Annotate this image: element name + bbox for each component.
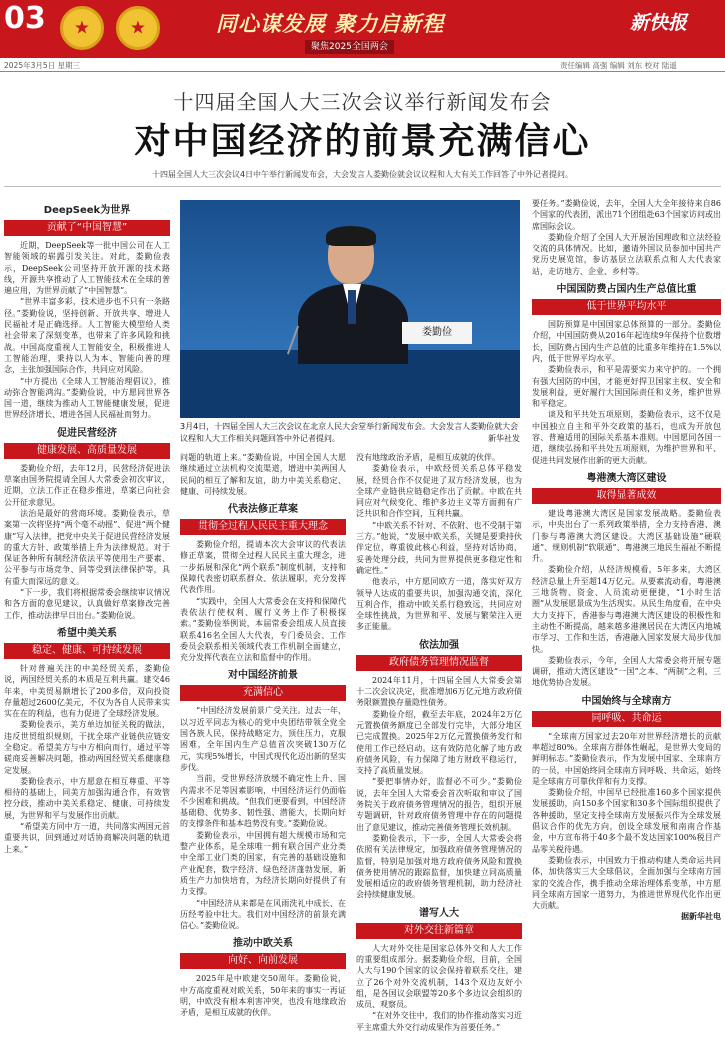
banner-subtitle: 聚焦2025全国两会 — [305, 40, 394, 54]
section-subtitle: 健康发展、高质量发展 — [4, 443, 170, 459]
paragraph: 娄勤俭表示，中国致力于推动构建人类命运共同体，加快落实三大全球倡议，全面加强与全球南方国家的交流合作，携手推动全球治理体系变革，中方愿同全球南方国家一道努力，为推进世界现代化作出更大贡献。 — [532, 855, 721, 911]
cppcc-emblem-icon: ★ — [116, 6, 160, 50]
issue-date: 2025年3月5日 星期三 — [4, 61, 81, 70]
article-credit: 据新华社电 — [681, 911, 721, 922]
paragraph: 国防预算是中国国家总体预算的一部分。娄勤俭介绍，中国国防费从2016年起连续9年保持个位数增长，国防费占国内生产总值的比重多年维持在1.5%以内，低于世界平均水平。 — [532, 320, 721, 363]
caption-credit: 新华社发 — [488, 433, 520, 443]
section-header — [356, 907, 522, 939]
paragraph: 问题的轨道上来。”娄勤俭说，中国全国人大愿继续通过立法机构交流渠道，增进中美两国人民间的相互了解和友谊，助力中美关系稳定、健康、可持续发展。 — [180, 453, 346, 496]
photo-caption — [180, 421, 520, 447]
paragraph: “世界丰富多彩，技术进步也不只有一条路径。”娄勤俭说，坚持创新、开放共享、增进人民福祉才是正确选择。人工智能大模型给人类社会带来了深刻变革，也带来了许多风险和挑战。中国高度重视人工智能安全，积极推进人工智能治理，秉持以人为本、智能向善的理念，主张加强国际合作，共同应对风险。 — [4, 297, 170, 375]
speaker-figure — [298, 228, 408, 358]
paragraph: 娄勤俭表示，中方愿意在相互尊重、平等相待的基础上，同美方加强沟通合作，有效管控分歧，推动中美关系稳定、健康、可持续发展，为世界和平与发展作出贡献。 — [4, 776, 170, 820]
article-column-3 — [356, 452, 522, 1058]
section-title: DeepSeek为世界 — [43, 205, 131, 216]
paragraph: 法治是最好的营商环境。娄勤俭表示，草案第一次将坚持“两个毫不动摇”、促进“两个健康”写入法律，把党中央关于促进民营经济发展的重大方针、政策举措上升为法律规范。对于保证各种所有制经济依法平等使用生产要素、公平参与市场竞争、同等受到法律保护等，具有重大而深远的意义。 — [4, 508, 170, 586]
section-header — [180, 503, 346, 535]
paragraph: 要任务。”娄勤俭说，去年，全国人大全年接待来自86个国家的代表团，派出71个团组赴63个国家访问或出席国际会议。 — [532, 199, 721, 231]
section-subtitle: 政府债务管理情况监督 — [356, 655, 522, 671]
section-subtitle: 向好、向前发展 — [180, 953, 346, 969]
article-column-1 — [4, 198, 170, 1058]
section-subtitle: 充满信心 — [180, 685, 346, 701]
section-header — [4, 427, 170, 459]
headline-main: 对中国经济的前景充满信心 — [134, 121, 591, 162]
paragraph: 娄勤俭介绍，截至去年底，2024年2万亿元置换债务额度已全部发行完毕，大部分地区已完成置换。2025年2万亿元置换债务发行和使用工作已经启动。这有效防范化解了地方政府债务风险，有力保障了地方财政平稳运行，支持了高质量发展。 — [356, 709, 522, 776]
paragraph: 针对普遍关注的中美经贸关系，娄勤俭说，两国经贸关系的本质是互利共赢。建交46年来，中美贸易额增长了200多倍，双向投资存量超过2600亿美元，不仅为各自人民带来实实在在的利益，也有力促进了全球经济发展。 — [4, 663, 170, 719]
headline-kicker: 十四届全国人大三次会议举行新闻发布会 — [173, 90, 552, 114]
paragraph: 娄勤俭表示，今年，全国人大常委会将开展专题调研，推动大湾区建设“一国”之本、“两制”之利，三地优势协合发展。 — [532, 655, 721, 688]
paragraph: 娄勤俭表示，中国拥有超大规模市场和完整产业体系，是全球唯一拥有联合国产业分类中全部工业门类的国家，有完善的基础设施和产业配套，数字经济、绿色经济蓬勃发展，新质生产力加快培育，为经济长期向好提供了有力支撑。 — [180, 830, 346, 897]
section-title: 代表法修正草案 — [228, 504, 298, 516]
page-number: 03 — [4, 1, 46, 36]
section-header — [180, 937, 346, 969]
section-header — [4, 204, 170, 236]
paragraph: 娄勤俭介绍，去年12月，民营经济促进法草案由国务院提请全国人大常委会初次审议，近期，立法工作正在稳步推进，草案已向社会公开征求意见。 — [4, 463, 170, 507]
caption-text: 3月4日，十四届全国人大三次会议在北京人民大会堂举行新闻发布会。大会发言人娄勤俭就大会议程和人大工作相关问题回答中外记者提问。 — [180, 422, 519, 443]
paragraph: 人大对外交往是国家总体外交和人大工作的重要组成部分。据娄勤俭介绍，目前，全国人大与190个国家的议会保持着联系交往，建立了26个对外交流机制，143个双边友好小组，是各国议会联盟等20多个多边议会组织的成员、观察员。 — [356, 943, 522, 1010]
section-header — [4, 627, 170, 659]
section-title: 对中国经济前景 — [228, 670, 298, 682]
section-header — [532, 695, 721, 727]
headline-lead: 十四届全国人大三次会议4日中午举行新闻发布会，大会发言人娄勤俭就会议议程和人大有关工作回答了中外记者提问。 — [151, 170, 574, 179]
section-title: 谱写人大 — [419, 907, 459, 919]
section-header — [356, 639, 522, 671]
paragraph: 2025年是中欧建交50周年。娄勤俭说，中方高度重视对欧关系，50年来的事实一再证明，中欧没有根本利害冲突，也没有地缘政治矛盾，是相互成就的伙伴。 — [180, 974, 346, 1018]
section-subtitle: 低于世界平均水平 — [532, 299, 721, 315]
paragraph: 建设粤港澳大湾区是国家发展战略。娄勤俭表示，中央出台了一系列政策举措，全力支持香港、澳门参与粤港澳大湾区建设。大湾区基础设施“硬联通”、规则机制“软联通”、粤港澳三地民生福祉不断提升。 — [532, 508, 721, 564]
paragraph: “全球南方国家过去20年对世界经济增长的贡献率超过80%。全球南方群体性崛起，是世界大变局的鲜明标志。”娄勤俭表示，作为发展中国家、全球南方的一员，中国始终同全球南方同呼吸、共命运，始终是全球南方可靠伙伴和有力支撑。 — [532, 731, 721, 786]
section-title: 希望中美关系 — [57, 627, 117, 639]
paragraph: “中方提出《全球人工智能治理倡议》，推动弥合智能鸿沟。”娄勤俭说，中方愿同世界各国一道，继续为推动人工智能健康发展，促进世界经济增长、增进各国人民福祉而努力。 — [4, 376, 170, 420]
editor-credits: 责任编辑 高强 编辑 刘东 校对 陆遥 — [560, 61, 677, 70]
section-title: 依法加强 — [419, 639, 459, 651]
section-subtitle: 取得显著成效 — [532, 488, 721, 504]
paragraph: 近期，DeepSeek等一批中国公司在人工智能领域的崭露引发关注。对此，娄勤俭表示，DeepSeek公司坚持开放开源的技术路线，开源共享推动了人工智能技术在全球的普遍应用，为世界贡献了“中国智慧”。 — [4, 241, 170, 296]
section-title: 促进民营经济 — [57, 427, 117, 439]
header-divider — [0, 71, 725, 72]
section-header — [532, 283, 721, 315]
paragraph: 娄勤俭表示，和平是需要实力来守护的。一个拥有强大国防的中国，才能更好捍卫国家主权、安全和发展利益，更好履行大国国际责任和义务，维护世界和平稳定。 — [532, 365, 721, 409]
paragraph: “要把事情办好，监督必不可少。”娄勤俭说，去年全国人大常委会首次听取和审议了国务院关于政府债务管理情况的报告，组织开展专题调研，针对政府债务管理中存在的问题提出了意见建议，推动完善债务管理长效机制。 — [356, 777, 522, 832]
paragraph: 娄勤俭介绍，中国早已经批准160多个国家提供发展援助，向150多个国家和30多个国际组织提供了各种援助，坚定支持全球南方发展振兴作为全球发展倡议合作的优先方向，创设全球发展和南南合作基金，中方宣布将于40多个最不发达国家100%税目产品零关税待遇。 — [532, 788, 721, 854]
section-subtitle: 对外交往新篇章 — [356, 923, 522, 939]
section-subtitle: 同呼吸、共命运 — [532, 711, 721, 727]
paragraph: 娄勤俭介绍了全国人大开展治国理政和立法经验交流的具体情况。比如，邀请外国议员参加中国共产党历史展览馆，参访基层立法联系点和人大代表家站，走访地方、企业、乡村等。 — [532, 232, 721, 276]
section-title: 中国始终与全球南方 — [581, 695, 672, 707]
newspaper-logo: 新快报 — [630, 12, 688, 34]
paragraph: 娄勤俭介绍，从经济规模看，5年多来，大湾区经济总量上升至超14万亿元。从要素流动看，粤港澳三地货物、资金、人员流动更便捷，“1小时生活圈”从发展愿景成为生活现实。从民生角度看，在中央大力支持下，香港参与粤港澳大湾区建设的积极性和主动性不断提高，越来越多港澳居民在大湾区内地城市学习、工作和生活，香港融入国家发展大局步伐加快。 — [532, 565, 721, 654]
section-subtitle: 贯彻全过程人民民主重大理念 — [180, 519, 346, 535]
nameplate: 娄勤俭 — [402, 322, 472, 344]
banner-slogan: 同心谋发展 聚力启新程 — [216, 12, 445, 36]
article-column-4 — [532, 198, 721, 1058]
national-emblem-icon: ★ — [60, 6, 104, 50]
paragraph: 娄勤俭表示，下一步，全国人大常委会将依照有关法律规定，加强政府债务管理情况的监督，特别是加强对地方政府债务风险和置换债务使用情况的跟踪监督，加快建立同高质量发展相适应的政府债务管理机制，助力经济社会持续健康发展。 — [356, 833, 522, 900]
section-title: 推动中欧关系 — [233, 938, 293, 950]
paragraph: “实践中，全国人大常委会在支持和保障代表依法行使权利、履行义务上作了积极探索。”娄勤俭举例说，本届常委会组成人员直接联系416名全国人大代表，专门委员会、工作委员会联系相关领域代表工作机制全面建立，充分发挥代表在立法和监督中的作用。 — [180, 596, 346, 663]
paragraph: “中国经济从来都是在风雨洗礼中成长、在历经考验中壮大。我们对中国经济的前景充满信心。”娄勤俭说。 — [180, 898, 346, 931]
paragraph: “下一步，我们将根据常委会继续审议情况和各方面的意见建议，认真做好草案修改完善工作，推动法律早日出台。”娄勤俭说。 — [4, 588, 170, 620]
paragraph: 谈及和平共处五项原则，娄勤俭表示，这不仅是中国独立自主和平外交政策的基石，也成为开放包容、普遍适用的国际关系基本准则。中国愿同各国一道，继续弘扬和平共处五项原则，为维护世界和平、促进共同发展作出新的更大贡献。 — [532, 410, 721, 465]
paragraph: 娄勤俭表示，中欧经贸关系总体平稳发展，经贸合作不仅促进了双方经济发展，也为全球产业链供应链稳定作出了贡献。中欧在共同应对气候变化、维护多边主义等方面拥有广泛共识和合作空间，互利共赢。 — [356, 464, 522, 519]
paragraph: “希望美方同中方一道，共同落实两国元首重要共识，回到通过对话协商解决问题的轨道上来。” — [4, 822, 170, 854]
paragraph: 娄勤俭介绍，提请本次大会审议的代表法修正草案，贯彻全过程人民民主重大理念，进一步拓展和深化“两个联系”制度机制，支持和保障代表密切联系群众、依法履职，充分发挥代表作用。 — [180, 540, 346, 595]
paragraph: 没有地缘政治矛盾，是相互成就的伙伴。 — [356, 453, 500, 462]
section-header — [180, 669, 346, 701]
section-subtitle: 稳定、健康、可持续发展 — [4, 643, 170, 659]
paragraph: 2024年11月，十四届全国人大常委会第十二次会议决定，批准增加6万亿元地方政府债务限额置换存量隐性债务。 — [356, 675, 522, 708]
section-title: 中国国防费占国内生产总值比重 — [556, 284, 697, 296]
section-subtitle: 贡献了“中国智慧” — [4, 220, 170, 236]
paragraph: “中欧关系不针对、不依附、也不受制于第三方。”他说，“发展中欧关系，关键是要秉持伙伴定位，尊重彼此核心利益，坚持对话协商，妥善处理分歧，共同为世界提供更多稳定性和确定性。” — [356, 520, 522, 575]
paragraph: “中国经济发展前景广受关注。过去一年，以习近平同志为核心的党中央团结带领全党全国各族人民，保持战略定力，顶住压力，克服困难，全年国内生产总值首次突破130万亿元，实现5%增长，中国式现代化迈出新的坚实步伐。 — [180, 706, 346, 772]
masthead-banner — [0, 0, 725, 58]
article-column-2 — [180, 452, 346, 1058]
section-header — [532, 472, 721, 504]
paragraph: 娄勤俭表示，美方单边加征关税的做法，违反世贸组织规则，干扰全球产业链供应链安全稳定。希望美方与中方相向而行，通过平等磋商妥善解决问题，推动两国经贸关系健康稳定发展。 — [4, 720, 170, 775]
paragraph: “在对外交往中，我们的协作推动落实习近平主席重大外交行动成果作为首要任务。” — [356, 1011, 522, 1032]
section-title: 粤港澳大湾区建设 — [586, 472, 667, 484]
paragraph: 当前，受世界经济放缓不确定性上升、国内需求不足等因素影响，中国经济运行仍面临不少困难和挑战。“但我们更要看到，中国经济基础稳、优势多、韧性强、潜能大，长期向好的支撑条件和基本趋势没有变。”娄勤俭说。 — [180, 774, 346, 829]
headline-divider — [4, 186, 721, 187]
paragraph: 他表示，中方愿同欧方一道，落实好双方领导人达成的重要共识，加强沟通交流，深化互利合作，推动中欧关系行稳致远，共同应对全球性挑战，为世界和平、发展与繁荣注入更多正能量。 — [356, 577, 522, 632]
press-conference-photo — [180, 200, 520, 418]
